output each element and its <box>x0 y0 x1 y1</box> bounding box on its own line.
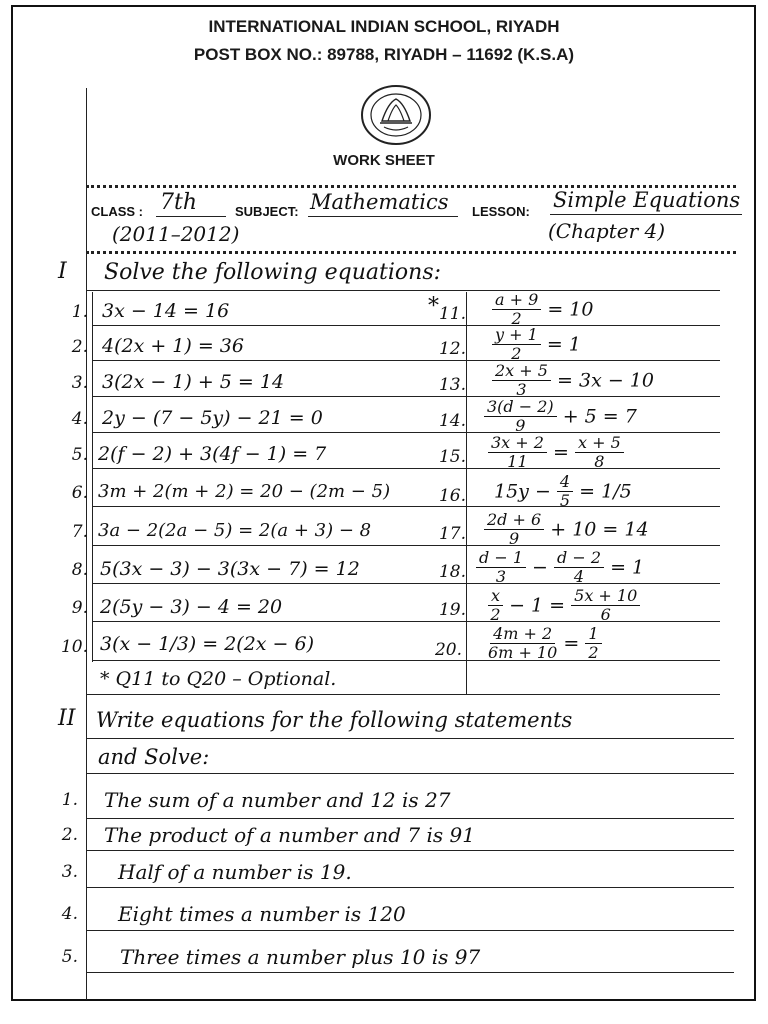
question-number: 3. <box>71 373 88 393</box>
question-number: 9. <box>71 598 88 618</box>
section-1-numeral: I <box>58 259 67 284</box>
question-number: 7. <box>71 522 88 542</box>
row-rule <box>92 325 720 326</box>
optional-note: * Q11 to Q20 – Optional. <box>100 668 337 690</box>
statement-number: 1. <box>61 790 78 810</box>
equation: $\frac{a + 9}{2}$ = 10 <box>492 292 593 327</box>
statement: Half of a number is 19. <box>118 860 352 884</box>
equation: $\frac{4m + 2}{6m + 10}$ = $\frac{1}{2}$ <box>488 626 602 661</box>
question-number: 10. <box>60 637 88 657</box>
class-label: CLASS : <box>91 204 143 219</box>
question-number: 12. <box>438 339 466 359</box>
equation: 3x − 14 = 16 <box>102 300 230 322</box>
class-underline <box>156 216 226 217</box>
question-number: 14. <box>438 411 466 431</box>
left-margin-rule <box>86 88 87 1000</box>
equation: $\frac{2x + 5}{3}$ = 3x − 10 <box>492 363 654 398</box>
optional-star: * <box>428 294 439 319</box>
section-2-rule <box>86 818 734 819</box>
subject-value: Mathematics <box>310 190 449 214</box>
statement: Three times a number plus 10 is 97 <box>120 945 481 969</box>
equation: 2(5y − 3) − 4 = 20 <box>100 596 283 618</box>
row-rule <box>92 660 720 661</box>
statement-number: 2. <box>61 825 78 845</box>
row-rule <box>86 694 720 695</box>
equation: $\frac{y + 1}{2}$ = 1 <box>492 327 581 362</box>
question-number: 2. <box>71 337 88 357</box>
equation: 2(f − 2) + 3(4f − 1) = 7 <box>98 443 327 465</box>
equation: $\frac{3(d - 2)}{9}$ + 5 = 7 <box>484 399 637 434</box>
chapter: (Chapter 4) <box>548 219 666 243</box>
section-2-heading-line-1: Write equations for the following statements <box>96 708 573 732</box>
section-1-heading: Solve the following equations: <box>104 260 442 285</box>
equation: 3(2x − 1) + 5 = 14 <box>102 371 285 393</box>
worksheet-title: WORK SHEET <box>333 152 435 169</box>
equation: 15y − $\frac{4}{5}$ = 1/5 <box>494 472 632 510</box>
dotted-divider-bottom <box>86 251 736 254</box>
section-2-rule <box>86 850 734 851</box>
statement: The sum of a number and 12 is 27 <box>104 788 451 812</box>
question-number: 4. <box>71 409 88 429</box>
school-seal-icon <box>358 83 434 147</box>
column-divider <box>466 292 467 694</box>
row-rule <box>92 468 720 469</box>
equation: 3m + 2(m + 2) = 20 − (2m − 5) <box>98 481 391 502</box>
question-number: 1. <box>71 302 88 322</box>
academic-year: (2011–2012) <box>112 222 240 246</box>
equation: $\frac{3x + 2}{11}$ = $\frac{x + 5}{8}$ <box>488 435 624 470</box>
statement: Eight times a number is 120 <box>118 902 406 926</box>
question-number: 6. <box>71 483 88 503</box>
school-address: POST BOX NO.: 89788, RIYADH – 11692 (K.S.A) <box>193 45 575 64</box>
question-number: 15. <box>438 447 466 467</box>
question-number: 17. <box>438 524 466 544</box>
section-2-rule <box>86 972 734 973</box>
subject-label: SUBJECT: <box>235 204 299 219</box>
section-2-rule <box>86 773 734 774</box>
equation: 4(2x + 1) = 36 <box>102 335 244 357</box>
class-value: 7th <box>160 190 198 215</box>
lesson-label: LESSON: <box>472 204 530 219</box>
statement-number: 4. <box>61 904 78 924</box>
equation: 3(x − 1/3) = 2(2x − 6) <box>100 633 315 655</box>
section-2-rule <box>86 930 734 931</box>
equation: $\frac{2d + 6}{9}$ + 10 = 14 <box>484 512 649 547</box>
section-2-rule <box>86 887 734 888</box>
question-number: 16. <box>438 486 466 506</box>
row-rule <box>92 360 720 361</box>
question-number: 11. <box>438 304 466 324</box>
question-number: 13. <box>438 375 466 395</box>
section-2-numeral: II <box>58 706 76 731</box>
statement-number: 3. <box>61 862 78 882</box>
section-2-heading-line-2: and Solve: <box>98 745 210 769</box>
question-number: 18. <box>438 562 466 582</box>
question-number: 8. <box>71 560 88 580</box>
lesson-value: Simple Equations <box>553 188 741 212</box>
question-number: 19. <box>438 600 466 620</box>
statement-number: 5. <box>61 947 78 967</box>
equation: 2y − (7 − 5y) − 21 = 0 <box>102 407 323 429</box>
lesson-underline <box>550 214 742 215</box>
subject-underline <box>308 216 458 217</box>
equation: 3a − 2(2a − 5) = 2(a + 3) − 8 <box>98 520 372 541</box>
left-column-margin <box>92 292 93 662</box>
statement: The product of a number and 7 is 91 <box>104 823 475 847</box>
equation: 5(3x − 3) − 3(3x − 7) = 12 <box>100 558 360 580</box>
school-name: INTERNATIONAL INDIAN SCHOOL, RIYADH <box>208 17 560 36</box>
equation: $\frac{x}{2}$ − 1 = $\frac{5x + 10}{6}$ <box>488 588 640 623</box>
equation: $\frac{d - 1}{3}$ − $\frac{d - 2}{4}$ = 1 <box>476 550 644 585</box>
section-2-rule <box>86 738 734 739</box>
section-1-heading-rule <box>86 290 720 291</box>
question-number: 5. <box>71 445 88 465</box>
question-number: 20. <box>434 640 462 660</box>
